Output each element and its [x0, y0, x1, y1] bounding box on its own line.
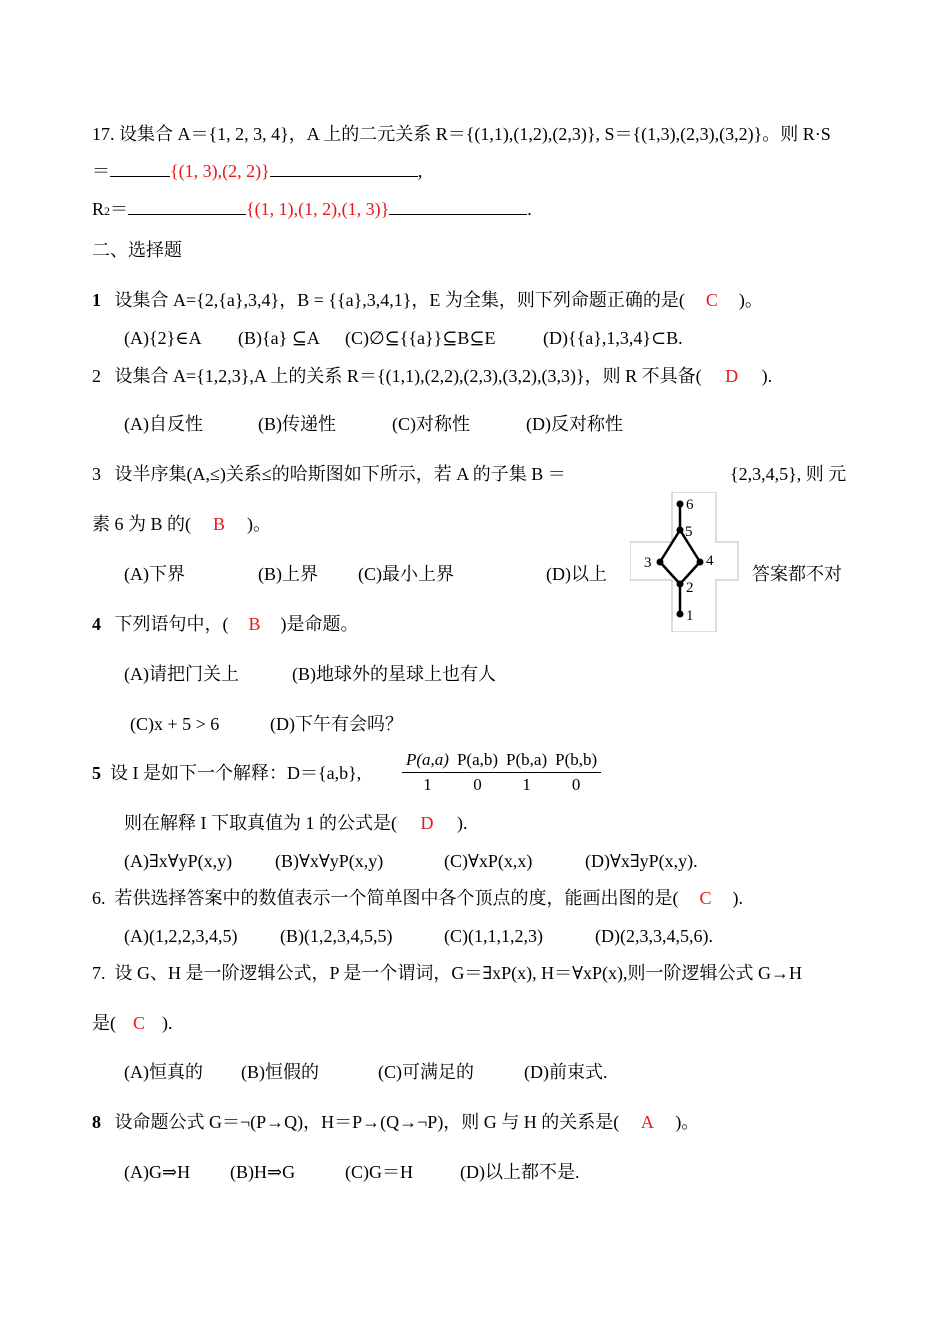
q2-option-b: (B)传递性	[258, 414, 336, 434]
interp-value: 1	[522, 775, 531, 794]
q7-end: ).	[162, 1013, 173, 1033]
q3-option-b: (B)上界	[258, 564, 318, 584]
q3-option-a: (A)下界	[124, 564, 185, 584]
q3-end: )。	[247, 514, 271, 534]
q7-stem-2	[92, 1011, 173, 1035]
q3-num: 3	[92, 464, 101, 484]
q1-option-d: (D){{a},1,3,4}⊂B.	[543, 328, 683, 348]
blank	[128, 196, 246, 215]
q8-answer: A	[640, 1112, 654, 1132]
q5-option-a: (A)∃x∀yP(x,y)	[124, 851, 233, 871]
q8-num: 8	[92, 1112, 101, 1132]
q5-stem	[92, 761, 361, 785]
q2-answer: D	[725, 366, 739, 386]
node-6	[677, 501, 684, 508]
blank	[389, 196, 527, 215]
q2-option-d: (D)反对称性	[526, 414, 623, 434]
interp-header: P(a,b)	[453, 748, 502, 773]
q5-text: 设 I 是如下一个解释：D＝{a,b},	[110, 763, 362, 783]
q5-answer: D	[420, 813, 434, 833]
q2-num: 2	[92, 366, 101, 386]
q5-end: ).	[457, 813, 468, 833]
q4-end: )是命题。	[280, 614, 359, 634]
q17-eq: ＝	[92, 161, 110, 181]
q5-stem-2	[124, 811, 468, 835]
q5-option-b: (B)∀x∀yP(x,y)	[275, 851, 384, 871]
q3-option-c: (C)最小上界	[358, 564, 454, 584]
q17-line1: 17. 设集合 A＝{1, 2, 3, 4}，A 上的二元关系 R＝{(1,1),(1,2),(2,3)}, S＝{(1,3),(2,3),(3,2)}。则 R·S	[92, 124, 831, 144]
label-6: 6	[686, 497, 694, 513]
label-1: 1	[686, 608, 694, 624]
q3-option-d-cont: 答案都不对	[752, 564, 842, 584]
q4-text: 下列语句中，(	[114, 614, 229, 634]
q3-stem	[92, 462, 566, 486]
q6-option-a: (A)(1,2,2,3,4,5)	[124, 926, 238, 946]
interp-value: 0	[571, 775, 581, 794]
q5-num: 5	[92, 763, 101, 783]
q4-option-a: (A)请把门关上	[124, 664, 239, 684]
q8-option-d: (D)以上都不是.	[460, 1162, 580, 1182]
interp-header: P(b,b)	[551, 748, 601, 773]
interpretation-table	[402, 748, 601, 797]
q7-text-2: 是(	[92, 1013, 116, 1033]
q8-option-a: (A)G⇒H	[124, 1162, 191, 1182]
q7-option-c: (C)可满足的	[378, 1062, 474, 1082]
q8-text: 设命题公式 G＝¬(P→Q)，H＝P→(Q→¬P)，则 G 与 H 的关系是(	[114, 1112, 620, 1132]
q17-eq2: ＝	[110, 199, 129, 219]
q5-text-2: 则在解释 I 下取真值为 1 的公式是(	[124, 813, 397, 833]
q4-answer: B	[248, 614, 261, 634]
node-2	[677, 581, 684, 588]
edge-3-2	[660, 562, 680, 584]
q3-text: 设半序集(A,≤)关系≤的哈斯图如下所示，若 A 的子集 B ＝	[114, 464, 566, 484]
node-1	[677, 611, 684, 618]
q7-option-a: (A)恒真的	[124, 1062, 203, 1082]
q1-answer: C	[705, 290, 718, 310]
q2-text: 设集合 A={1,2,3},A 上的关系 R＝{(1,1),(2,2),(2,3),(3,2),(3,3)}，则 R 不具备(	[114, 366, 702, 386]
r2-sup: 2	[104, 204, 111, 218]
q7-answer: C	[132, 1013, 145, 1033]
q8-stem	[92, 1110, 699, 1134]
q4-option-d: (D)下午有会吗？	[270, 714, 403, 734]
q2-end: ).	[761, 366, 773, 386]
q2-option-c: (C)对称性	[392, 414, 470, 434]
section-title: 二、选择题	[92, 240, 182, 260]
label-3: 3	[644, 555, 652, 571]
q4-stem	[92, 612, 359, 636]
q6-end: ).	[732, 888, 743, 908]
r2-label: R	[92, 199, 105, 219]
q3-answer: B	[212, 514, 225, 534]
q2-stem	[92, 364, 772, 388]
q5-option-d: (D)∀x∃yP(x,y).	[585, 851, 698, 871]
blank	[110, 158, 170, 177]
q8-option-c: (C)G＝H	[345, 1162, 413, 1182]
q17-line3	[92, 196, 532, 223]
q3-stem-3	[92, 512, 271, 536]
interp-header: P(a,a)	[402, 748, 453, 773]
label-4: 4	[706, 553, 714, 569]
q6-stem	[92, 886, 743, 910]
q6-option-c: (C)(1,1,1,2,3)	[444, 926, 543, 946]
q4-num: 4	[92, 614, 101, 634]
q7-option-b: (B)恒假的	[241, 1062, 319, 1082]
q7-text: 设 G、H 是一阶逻辑公式，P 是一个谓词，G＝∃xP(x), H＝∀xP(x),则一阶逻辑公式 G→H	[114, 963, 802, 983]
edge-5-3	[660, 530, 680, 562]
q6-option-b: (B)(1,2,3,4,5,5)	[280, 926, 393, 946]
interp-header: P(b,a)	[502, 748, 551, 773]
q8-option-b: (B)H⇒G	[230, 1162, 296, 1182]
q7-stem	[92, 961, 802, 985]
node-4	[697, 559, 704, 566]
q7-option-d: (D)前束式.	[524, 1062, 608, 1082]
interp-value: 0	[473, 775, 482, 794]
q6-option-d: (D)(2,3,3,4,5,6).	[595, 926, 713, 946]
blank	[270, 158, 418, 177]
q8-end: )。	[675, 1112, 700, 1132]
q6-answer: C	[699, 888, 712, 908]
q1-option-b: (B){a} ⊆A	[238, 328, 320, 348]
q5-option-c: (C)∀xP(x,x)	[444, 851, 533, 871]
q1-text: 设集合 A={2,{a},3,4}，B = {{a},3,4,1}，E 为全集，则下列命题正确的是(	[114, 290, 685, 310]
q1-stem	[92, 288, 763, 312]
q7-num: 7.	[92, 963, 106, 983]
q17-tail1: ,	[417, 161, 423, 181]
node-3	[657, 559, 664, 566]
q1-option-c: (C)∅⊆{{a}}⊆B⊆E	[345, 328, 496, 348]
interp-value: 1	[423, 775, 432, 794]
node-5	[677, 527, 684, 534]
q6-text: 若供选择答案中的数值表示一个简单图中各个顶点的度，能画出图的是(	[114, 888, 679, 908]
q4-option-c: (C)x + 5 > 6	[130, 714, 220, 734]
label-5: 5	[685, 524, 693, 540]
q17-answer-2: {(1, 1),(1, 2),(1, 3)}	[246, 199, 390, 219]
q3-text-3: 素 6 为 B 的(	[92, 514, 191, 534]
q1-num: 1	[92, 290, 101, 310]
hasse-diagram	[630, 492, 740, 632]
q17-answer-1: {(1, 3),(2, 2)}	[170, 161, 270, 181]
q2-option-a: (A)自反性	[124, 414, 203, 434]
q4-option-b: (B)地球外的星球上也有人	[292, 664, 496, 684]
q17-tail2: .	[527, 199, 532, 219]
label-2: 2	[686, 580, 694, 596]
q6-num: 6.	[92, 888, 106, 908]
q17-line2	[92, 158, 422, 183]
q1-end: )。	[738, 290, 763, 310]
q3-stem-2: {2,3,4,5}, 则 元	[730, 464, 847, 484]
q3-option-d: (D)以上	[546, 564, 607, 584]
q1-option-a: (A){2}∈A	[124, 328, 202, 348]
